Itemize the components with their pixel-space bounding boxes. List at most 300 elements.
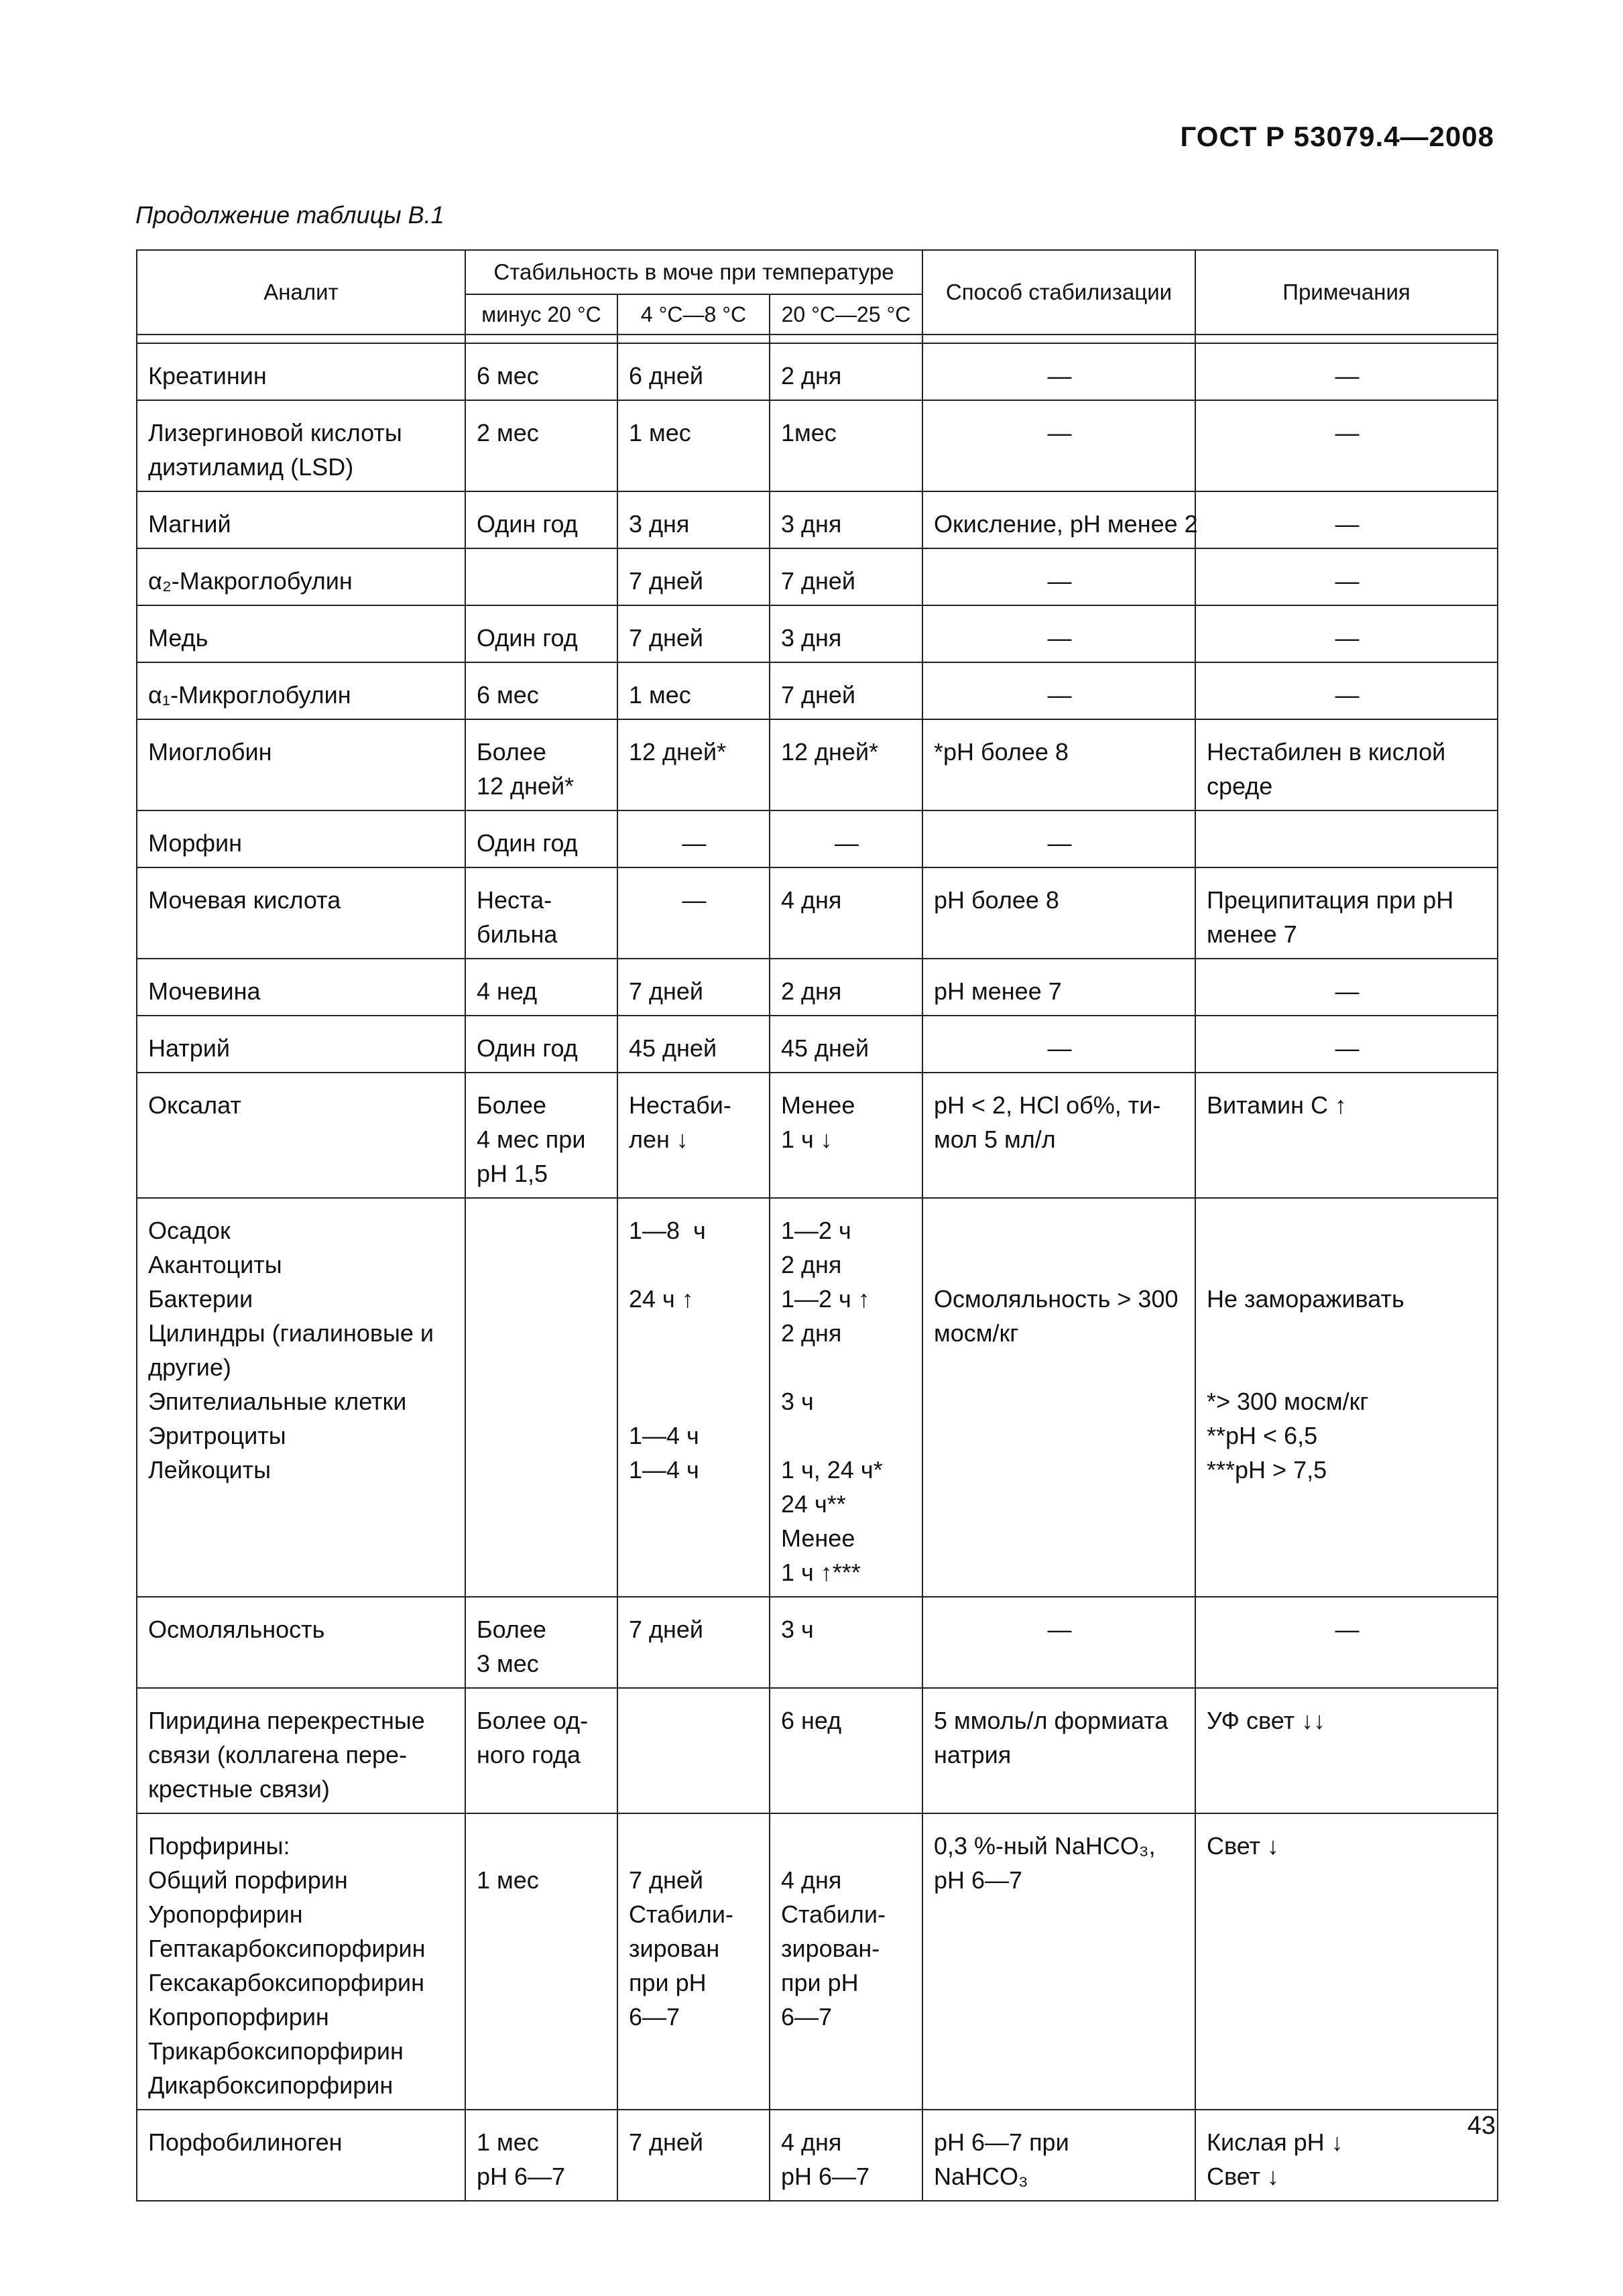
cell-line: Один год: [477, 829, 578, 857]
table-row: [137, 1688, 1498, 1813]
cell-notes: [1195, 343, 1498, 400]
cell-line: [629, 1350, 760, 1384]
cell-line: 7 дней: [781, 681, 856, 709]
cell-analyte: [137, 343, 465, 400]
cell-analyte: [137, 1198, 465, 1597]
cell-line: 12 дней*: [629, 738, 727, 766]
cell-line: Акантоциты: [148, 1251, 282, 1278]
cell-method: [922, 400, 1195, 491]
cell-line: pH 6—7: [477, 2163, 566, 2190]
cell-notes: [1195, 1198, 1498, 1597]
cell-line: среде: [1207, 772, 1273, 800]
cell-line: 1 ч, 24 ч*: [781, 1456, 883, 1484]
table-row: [137, 1813, 1498, 2110]
cell-line: NaHCO₃: [934, 2163, 1028, 2190]
cell-line: Бактерии: [148, 1285, 253, 1313]
cell-t3: [770, 1016, 922, 1073]
cell-method: [922, 2110, 1195, 2201]
cell-line: зирован-: [781, 1935, 880, 1962]
cell-line: 7 дней: [629, 567, 704, 595]
cell-line: Гексакарбоксипорфирин: [148, 1969, 425, 1996]
cell-t1: [465, 491, 617, 548]
cell-t3: [770, 867, 922, 959]
cell-line: —: [1335, 1616, 1360, 1643]
cell-line: [781, 1350, 912, 1384]
cell-t1: [465, 1688, 617, 1813]
cell-t1: [465, 1198, 617, 1597]
cell-line: Порфобилиноген: [148, 2128, 343, 2156]
cell-t2: [617, 548, 770, 605]
cell-line: 1—8 ч: [629, 1217, 706, 1244]
cell-line: Цилиндры (гиалиновые и: [148, 1319, 434, 1347]
cell-line: —: [1335, 977, 1360, 1005]
cell-line: [781, 1829, 912, 1863]
page-number: 43: [1467, 2112, 1496, 2140]
cell-line: Эритроциты: [148, 1422, 286, 1449]
cell-notes: [1195, 1688, 1498, 1813]
cell-method: [922, 1688, 1195, 1813]
cell-line: натрия: [934, 1741, 1012, 1768]
cell-line: 6 мес: [477, 681, 539, 709]
cell-line: [629, 1384, 760, 1418]
cell-t2: [617, 2110, 770, 2201]
table-caption: Продолжение таблицы В.1: [135, 201, 444, 229]
cell-line: Креатинин: [148, 362, 267, 389]
cell-line: 12 дней*: [781, 738, 879, 766]
cell-line: pH 1,5: [477, 1160, 548, 1187]
cell-line: —: [682, 829, 707, 857]
cell-t3: [770, 662, 922, 719]
cell-t1: [465, 2110, 617, 2201]
cell-line: Один год: [477, 624, 578, 652]
header-temp-20-25: 20 °С—25 °С: [770, 294, 922, 335]
cell-line: [629, 1829, 760, 1863]
cell-line: 0,3 %-ный NaHCO₃,: [934, 1832, 1156, 1860]
cell-line: 7 дней: [629, 1616, 704, 1643]
cell-method: [922, 662, 1195, 719]
cell-line: диэтиламид (LSD): [148, 453, 354, 481]
cell-line: 2 дня: [781, 1319, 842, 1347]
table-row: [137, 1016, 1498, 1073]
cell-analyte: [137, 867, 465, 959]
table-row: [137, 1073, 1498, 1198]
header-temp-4-8: 4 °С—8 °С: [617, 294, 770, 335]
cell-line: Осадок: [148, 1217, 231, 1244]
table-body: [137, 343, 1498, 2201]
cell-t2: [617, 810, 770, 867]
cell-line: 1мес: [781, 419, 837, 446]
cell-t2: [617, 867, 770, 959]
cell-t3: [770, 719, 922, 810]
cell-t1: [465, 1813, 617, 2110]
cell-line: Менее: [781, 1524, 855, 1552]
cell-t3: [770, 491, 922, 548]
cell-t3: [770, 343, 922, 400]
cell-notes: [1195, 1016, 1498, 1073]
cell-notes: [1195, 810, 1498, 867]
table-header: [137, 250, 1498, 343]
cell-notes: [1195, 1073, 1498, 1198]
cell-line: —: [1335, 567, 1360, 595]
cell-analyte: [137, 491, 465, 548]
cell-notes: [1195, 959, 1498, 1016]
cell-notes: [1195, 400, 1498, 491]
cell-line: [934, 1213, 1185, 1248]
cell-line: —: [835, 829, 859, 857]
cell-line: —: [682, 886, 707, 914]
header-analyte: Аналит: [137, 250, 465, 335]
cell-t2: [617, 1813, 770, 2110]
cell-t2: [617, 491, 770, 548]
cell-t1: [465, 1597, 617, 1688]
cell-line: [1207, 1248, 1488, 1282]
cell-line: Нестабилен в кислой: [1207, 738, 1446, 766]
cell-line: связи (коллагена пере-: [148, 1741, 408, 1768]
cell-line: 1 мес: [629, 681, 691, 709]
cell-line: 3 ч: [781, 1616, 814, 1643]
cell-line: Более од-: [477, 1707, 589, 1734]
cell-t2: [617, 959, 770, 1016]
cell-line: 3 мес: [477, 1650, 539, 1677]
cell-line: Менее: [781, 1091, 855, 1119]
table-row: [137, 810, 1498, 867]
cell-line: ного года: [477, 1741, 581, 1768]
cell-line: Натрий: [148, 1034, 230, 1062]
cell-t2: [617, 1016, 770, 1073]
cell-t1: [465, 400, 617, 491]
cell-t3: [770, 548, 922, 605]
cell-line: Преципитация при pH: [1207, 886, 1454, 914]
cell-line: α₁-Микроглобулин: [148, 681, 351, 709]
cell-line: Лизергиновой кислоты: [148, 419, 402, 446]
cell-line: Более: [477, 1091, 546, 1119]
cell-line: 3 дня: [629, 510, 690, 538]
cell-t2: [617, 343, 770, 400]
table-row: [137, 343, 1498, 400]
table-row: [137, 2110, 1498, 2201]
cell-analyte: [137, 719, 465, 810]
cell-line: 2 дня: [781, 977, 842, 1005]
table-row: [137, 605, 1498, 662]
cell-notes: [1195, 2110, 1498, 2201]
cell-line: Дикарбоксипорфирин: [148, 2071, 394, 2099]
cell-line: 6 дней: [629, 362, 704, 389]
cell-line: —: [1047, 567, 1072, 595]
cell-t2: [617, 1688, 770, 1813]
cell-line: [1207, 1213, 1488, 1248]
cell-line: зирован: [629, 1935, 720, 1962]
cell-line: 6—7: [629, 2003, 680, 2031]
cell-t1: [465, 1073, 617, 1198]
cell-line: Миоглобин: [148, 738, 272, 766]
cell-line: [1207, 1316, 1488, 1350]
cell-line: 12 дней*: [477, 772, 575, 800]
cell-line: 2 дня: [781, 1251, 842, 1278]
cell-line: Морфин: [148, 829, 243, 857]
cell-t1: [465, 605, 617, 662]
cell-t1: [465, 548, 617, 605]
cell-analyte: [137, 1813, 465, 2110]
cell-line: 1 мес: [629, 419, 691, 446]
cell-t1: [465, 810, 617, 867]
table-row: [137, 548, 1498, 605]
cell-line: Свет ↓: [1207, 1832, 1280, 1860]
cell-line: 1—2 ч ↑: [781, 1285, 870, 1313]
cell-notes: [1195, 1813, 1498, 2110]
cell-t1: [465, 662, 617, 719]
header-notes: Примечания: [1195, 250, 1498, 335]
cell-analyte: [137, 1688, 465, 1813]
cell-line: —: [1047, 1034, 1072, 1062]
cell-line: [477, 1829, 607, 1863]
table-row: [137, 400, 1498, 491]
cell-line: бильна: [477, 920, 558, 948]
header-separator: [137, 335, 1498, 343]
cell-t1: [465, 719, 617, 810]
cell-method: [922, 959, 1195, 1016]
cell-line: мол 5 мл/л: [934, 1126, 1056, 1153]
table-row: [137, 719, 1498, 810]
cell-line: 3 ч: [781, 1388, 814, 1415]
table-row: [137, 867, 1498, 959]
cell-analyte: [137, 548, 465, 605]
header-stability: Стабильность в моче при температуре: [465, 250, 922, 294]
table-row: [137, 1597, 1498, 1688]
cell-line: Витамин С ↑: [1207, 1091, 1347, 1119]
cell-line: 4 нед: [477, 977, 538, 1005]
cell-notes: [1195, 605, 1498, 662]
cell-line: 1—4 ч: [629, 1422, 699, 1449]
header-method: Способ стабилизации: [922, 250, 1195, 335]
cell-line: 4 дня: [781, 886, 842, 914]
cell-method: [922, 1198, 1195, 1597]
cell-notes: [1195, 548, 1498, 605]
cell-line: Пиридина перекрестные: [148, 1707, 425, 1734]
cell-line: —: [1335, 510, 1360, 538]
cell-t3: [770, 2110, 922, 2201]
cell-line: Неста-: [477, 886, 552, 914]
cell-t2: [617, 400, 770, 491]
cell-line: Нестаби-: [629, 1091, 731, 1119]
cell-line: —: [1047, 829, 1072, 857]
cell-t1: [465, 343, 617, 400]
cell-line: 6 мес: [477, 362, 539, 389]
cell-line: Не замораживать: [1207, 1285, 1404, 1313]
cell-analyte: [137, 2110, 465, 2201]
cell-method: [922, 605, 1195, 662]
cell-analyte: [137, 1016, 465, 1073]
cell-line: —: [1335, 362, 1360, 389]
cell-t1: [465, 1016, 617, 1073]
cell-line: [629, 1703, 760, 1738]
cell-line: Порфирины:: [148, 1832, 290, 1860]
cell-t2: [617, 662, 770, 719]
cell-line: —: [1047, 1616, 1072, 1643]
cell-line: 3 дня: [781, 510, 842, 538]
cell-line: 45 дней: [781, 1034, 869, 1062]
cell-notes: [1195, 1597, 1498, 1688]
cell-line: —: [1335, 419, 1360, 446]
cell-t3: [770, 400, 922, 491]
cell-line: крестные связи): [148, 1775, 330, 1803]
cell-notes: [1195, 491, 1498, 548]
cell-line: Уропорфирин: [148, 1900, 303, 1928]
cell-line: Магний: [148, 510, 231, 538]
cell-line: другие): [148, 1353, 231, 1381]
cell-t2: [617, 1597, 770, 1688]
cell-line: Кислая pH ↓: [1207, 2128, 1343, 2156]
cell-line: —: [1047, 362, 1072, 389]
table-row: [137, 662, 1498, 719]
cell-method: [922, 1073, 1195, 1198]
cell-line: 24 ч ↑: [629, 1285, 694, 1313]
cell-method: [922, 810, 1195, 867]
cell-t1: [465, 959, 617, 1016]
cell-line: [1207, 1350, 1488, 1384]
cell-t3: [770, 810, 922, 867]
cell-t2: [617, 1198, 770, 1597]
cell-line: [934, 1248, 1185, 1282]
cell-line: Гептакарбоксипорфирин: [148, 1935, 426, 1962]
cell-line: Более: [477, 1616, 546, 1643]
cell-line: 7 дней: [629, 977, 704, 1005]
cell-t2: [617, 605, 770, 662]
table-row: [137, 491, 1498, 548]
cell-line: 1—4 ч: [629, 1456, 699, 1484]
cell-t3: [770, 1597, 922, 1688]
cell-line: 24 ч**: [781, 1490, 846, 1518]
cell-line: Один год: [477, 1034, 578, 1062]
cell-line: [477, 1213, 607, 1248]
cell-line: Стабили-: [781, 1900, 886, 1928]
cell-line: при pH: [629, 1969, 707, 1996]
cell-line: Один год: [477, 510, 578, 538]
cell-line: pH 6—7: [934, 1866, 1023, 1894]
cell-line: pH менее 7: [934, 977, 1062, 1005]
cell-line: Эпителиальные клетки: [148, 1388, 407, 1415]
cell-t3: [770, 1073, 922, 1198]
cell-line: 2 дня: [781, 362, 842, 389]
cell-line: 45 дней: [629, 1034, 717, 1062]
cell-line: Трикарбоксипорфирин: [148, 2037, 404, 2065]
cell-line: Общий порфирин: [148, 1866, 348, 1894]
stability-table: [136, 249, 1498, 2201]
cell-t1: [465, 867, 617, 959]
cell-line: [1207, 826, 1488, 860]
cell-notes: [1195, 719, 1498, 810]
cell-line: 2 мес: [477, 419, 539, 446]
cell-t2: [617, 1073, 770, 1198]
cell-line: менее 7: [1207, 920, 1297, 948]
cell-analyte: [137, 959, 465, 1016]
cell-method: [922, 1016, 1195, 1073]
cell-analyte: [137, 810, 465, 867]
cell-line: —: [1335, 624, 1360, 652]
cell-line: 4 дня: [781, 2128, 842, 2156]
table-row: [137, 959, 1498, 1016]
header-temp-minus20: минус 20 °С: [465, 294, 617, 335]
cell-line: *pH более 8: [934, 738, 1069, 766]
cell-line: α₂-Макроглобулин: [148, 567, 353, 595]
cell-line: [629, 1316, 760, 1350]
cell-method: [922, 548, 1195, 605]
cell-line: 7 дней: [781, 567, 856, 595]
cell-method: [922, 1813, 1195, 2110]
cell-line: 1 ч ↓: [781, 1126, 833, 1153]
cell-analyte: [137, 662, 465, 719]
cell-line: УФ свет ↓↓: [1207, 1707, 1326, 1734]
cell-t3: [770, 959, 922, 1016]
cell-t2: [617, 719, 770, 810]
cell-line: 1 ч ↑***: [781, 1559, 861, 1586]
table-row: [137, 1198, 1498, 1597]
cell-line: *> 300 мосм/кг: [1207, 1388, 1369, 1415]
cell-line: Стабили-: [629, 1900, 733, 1928]
cell-line: 1 мес: [477, 2128, 539, 2156]
cell-line: Медь: [148, 624, 208, 652]
cell-line: Свет ↓: [1207, 2163, 1280, 2190]
cell-t3: [770, 605, 922, 662]
cell-line: Осмоляльность: [148, 1616, 325, 1643]
cell-line: лен ↓: [629, 1126, 688, 1153]
cell-t3: [770, 1198, 922, 1597]
cell-analyte: [137, 1073, 465, 1198]
cell-method: [922, 343, 1195, 400]
cell-line: —: [1335, 681, 1360, 709]
cell-line: 6—7: [781, 2003, 833, 2031]
cell-line: [477, 564, 607, 598]
cell-line: Мочевина: [148, 977, 261, 1005]
cell-line: pH 6—7 при: [934, 2128, 1069, 2156]
cell-line: 7 дней: [629, 624, 704, 652]
cell-t3: [770, 1688, 922, 1813]
document-header: ГОСТ Р 53079.4—2008: [1180, 121, 1494, 152]
cell-line: [781, 1418, 912, 1453]
cell-line: pH < 2, HCl об%, ти-: [934, 1091, 1161, 1119]
cell-line: [629, 1248, 760, 1282]
cell-method: [922, 867, 1195, 959]
cell-line: 4 мес при: [477, 1126, 586, 1153]
cell-analyte: [137, 605, 465, 662]
cell-line: 6 нед: [781, 1707, 842, 1734]
cell-t3: [770, 1813, 922, 2110]
cell-line: **pH < 6,5: [1207, 1422, 1318, 1449]
cell-line: Более: [477, 738, 546, 766]
cell-line: pH более 8: [934, 886, 1059, 914]
cell-line: 7 дней: [629, 2128, 704, 2156]
cell-line: 1 мес: [477, 1866, 539, 1894]
cell-line: 3 дня: [781, 624, 842, 652]
cell-line: Копропорфирин: [148, 2003, 329, 2031]
cell-method: [922, 719, 1195, 810]
cell-line: Оксалат: [148, 1091, 241, 1119]
cell-notes: [1195, 867, 1498, 959]
cell-line: мосм/кг: [934, 1319, 1019, 1347]
cell-line: ***pH > 7,5: [1207, 1456, 1327, 1484]
cell-method: [922, 491, 1198, 548]
cell-line: при pH: [781, 1969, 859, 1996]
cell-analyte: [137, 400, 465, 491]
cell-line: pH 6—7: [781, 2163, 870, 2190]
cell-line: —: [1335, 1034, 1360, 1062]
cell-line: 4 дня: [781, 1866, 842, 1894]
cell-method: [922, 1597, 1195, 1688]
cell-line: —: [1047, 681, 1072, 709]
cell-line: —: [1047, 419, 1072, 446]
cell-line: Осмоляльность > 300: [934, 1285, 1179, 1313]
cell-notes: [1195, 662, 1498, 719]
cell-line: Окисление, pH менее 2: [934, 510, 1198, 538]
